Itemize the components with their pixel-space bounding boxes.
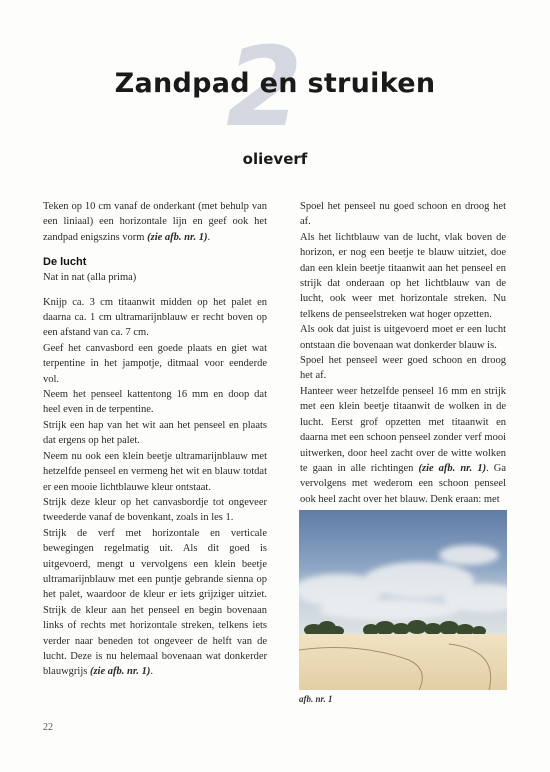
paragraph-text: Teken op 10 cm vanaf de onderkant (met behulp van een liniaal) een horizontale lijn en geef ook het zandpad enigszins vorm <box>43 201 267 243</box>
figure-reference: (zie afb. nr. 1) <box>147 231 208 243</box>
paragraph: Spoel het penseel weer goed schoon en droog het af. <box>300 355 506 382</box>
paragraph: Spoel het penseel nu goed schoon en droog het af. <box>300 201 506 228</box>
paragraph-tail: . <box>150 666 153 678</box>
figure-reference: (zie afb. nr. 1) <box>418 462 487 474</box>
right-column <box>300 199 506 507</box>
landscape-painting <box>299 510 507 690</box>
paragraph: Neem het penseel kattentong 16 mm en doop dat heel even in de terpentine. <box>43 389 267 416</box>
paragraph <box>300 384 506 507</box>
paragraph-tail: . <box>207 231 211 243</box>
section-subheading: Nat in nat (alla prima) <box>43 272 137 284</box>
paragraph-text: Strijk de verf met horizontale en verticale bewegingen regelmatig uit. Als dit goed is uitgevoerd, mengt u vervolgens een klein beetje ultramarijnblauw met een puntje gebrande sienna op het palet, waardoor de kleur er iets grijziger uitziet. Strijk de kleur aan het penseel en begin bovenaan links of rechts met horizontale streken, telkens iets verder naar beneden tot ongeveer de helft van de lucht. Deze is nu helemaal bovenaan wat donkerder blauwgrijs <box>43 527 267 678</box>
page-title: Zandpad en struiken <box>114 68 436 99</box>
chapter-number: 2 <box>226 23 303 151</box>
page-subtitle: olieverf <box>242 150 308 168</box>
paragraph <box>43 526 267 680</box>
paragraph: Neem nu ook een klein beetje ultramarijnblauw met hetzelfde penseel en vermeng het wit en blauw totdat er een mooie lichtblauwe kleur ontstaat. <box>43 450 267 493</box>
section-heading: De lucht <box>43 256 87 269</box>
paragraph: Strijk deze kleur op het canvasbordje tot ongeveer tweederde vanaf de bovenkant, zoals in les 1. <box>43 496 267 524</box>
left-column <box>43 199 267 680</box>
paragraph-text: Hanteer weer hetzelfde penseel 16 mm en strijk met een klein beetje titaanwit de wolken in de lucht. Eerst grof opzetten met titaanwit en daarna met een schoon penseel zonder verf mooi uitwerken, door heel zacht over de witte wolken te gaan in alle richtingen <box>300 385 506 474</box>
paragraph: Knijp ca. 3 cm titaanwit midden op het palet en daarna ca. 1 cm ultramarijnblauw er recht boven op een afstand van ca. 7 cm. <box>43 296 267 339</box>
paragraph: Geef het canvasbord een goede plaats en giet wat terpentine in het jampotje, ditmaal voor eenderde vol. <box>43 342 267 385</box>
sand-path <box>299 634 507 690</box>
paragraph: Als het lichtblauw van de lucht, vlak boven de horizon, er nog een beetje te blauw uitziet, doe dan een klein beetje titaanwit aan het penseel en strijk dat onderaan op het lichtblauw van de lucht, ook weer met horizontale streken. Nu telkens de penseelstreken wat hoger opzetten. <box>300 231 506 320</box>
figure-caption: afb. nr. 1 <box>299 694 333 704</box>
paragraph: Strijk een hap van het wit aan het penseel en plaats dat ergens op het palet. <box>43 419 267 447</box>
paragraph: Als ook dat juist is uitgevoerd moet er een lucht ontstaan die bovenaan wat donkerder blauw is. <box>300 324 506 351</box>
page-number: 22 <box>43 722 53 733</box>
paragraph-tail: . Ga vervolgens met wederom een schoon penseel ook heel zacht over het blauw. Denk eraan: met <box>300 462 506 505</box>
figure-reference: (zie afb. nr. 1) <box>89 666 151 678</box>
intro-paragraph <box>43 199 267 245</box>
